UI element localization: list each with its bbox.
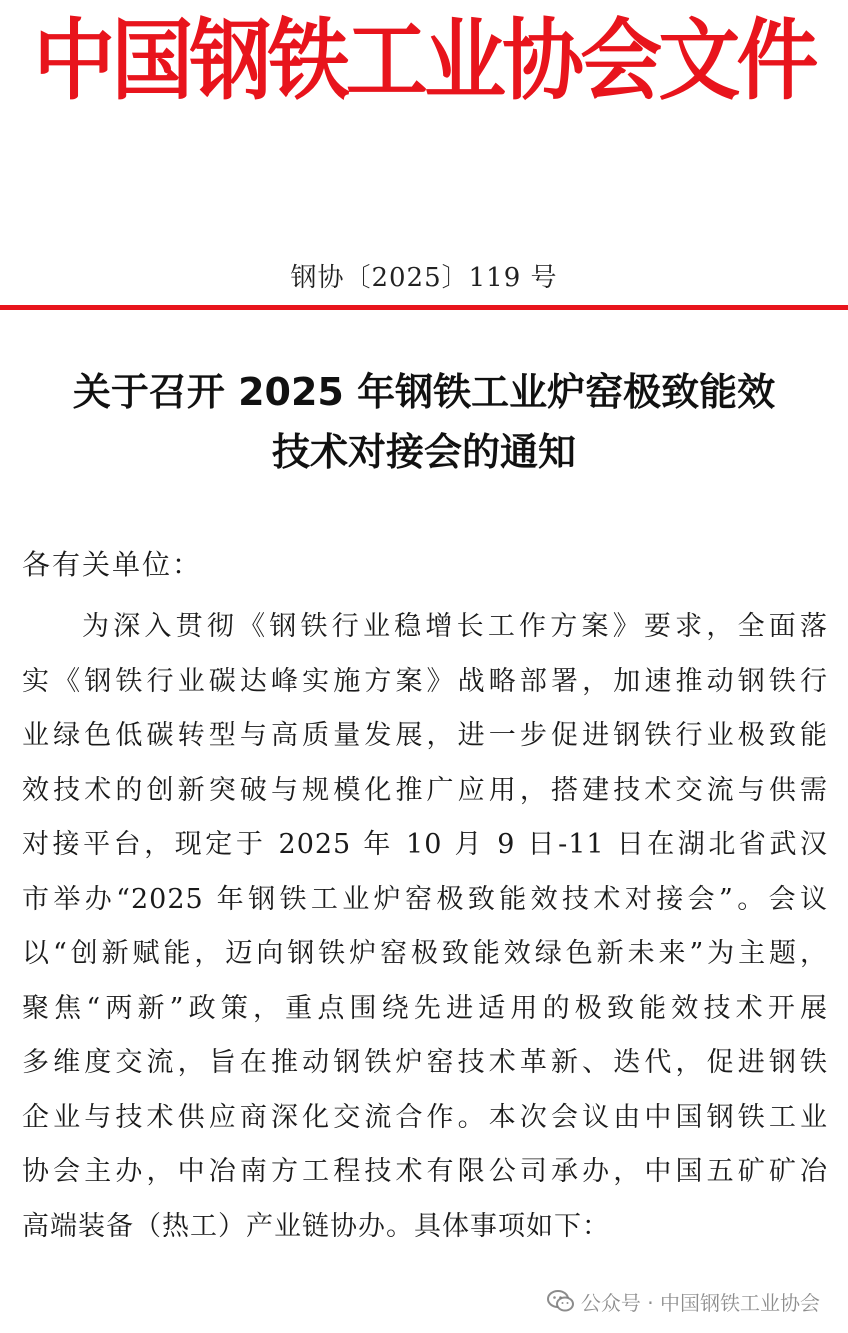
body-paragraph-line: 市举办“2025 年钢铁工业炉窑极致能效技术对接会”。会议 <box>22 883 828 915</box>
notice-title-line: 技术对接会的通知 <box>271 430 576 474</box>
body-paragraph-line: 高端装备（热工）产业链协办。具体事项如下： <box>22 1210 610 1242</box>
wechat-watermark <box>547 1283 820 1319</box>
watermark-text: 公众号 · 中国钢铁工业协会 <box>580 1290 820 1315</box>
body-paragraph-line: 业绿色低碳转型与高质量发展，进一步促进钢铁行业极致能 <box>22 720 828 751</box>
salutation: 各有关单位： <box>22 548 203 581</box>
body-paragraph-line: 对接平台，现定于 2025 年 10 月 9 日-11 日在湖北省武汉 <box>22 829 828 860</box>
body-paragraph-line: 聚焦“两新”政策，重点围绕先进适用的极致能效技术开展 <box>22 992 828 1024</box>
body-paragraph-line: 效技术的创新突破与规模化推广应用，搭建技术交流与供需 <box>22 774 828 806</box>
wechat-icon <box>547 1289 575 1313</box>
body-paragraph-line: 企业与技术供应商深化交流合作。本次会议由中国钢铁工业 <box>22 1101 828 1133</box>
body-paragraph-line: 以“创新赋能，迈向钢铁炉窑极致能效绿色新未来”为主题， <box>22 938 828 969</box>
notice-title-line: 关于召开 2025 年钢铁工业炉窑极致能效 <box>72 370 776 414</box>
document-number: 钢协〔2025〕119 号 <box>290 263 558 293</box>
body-paragraph-line: 多维度交流，旨在推动钢铁炉窑技术革新、迭代，促进钢铁 <box>22 1047 828 1078</box>
red-divider-line <box>0 305 848 310</box>
body-paragraph-line: 实《钢铁行业碳达峰实施方案》战略部署，加速推动钢铁行 <box>22 665 828 697</box>
notice-body <box>22 600 828 1254</box>
letterhead-title: 中国钢铁工业协会文件 <box>33 9 815 112</box>
body-paragraph-line: 协会主办，中冶南方工程技术有限公司承办，中国五矿矿冶 <box>22 1156 828 1187</box>
notice-title <box>0 362 848 482</box>
body-paragraph-line: 为深入贯彻《钢铁行业稳增长工作方案》要求，全面落 <box>82 611 828 642</box>
